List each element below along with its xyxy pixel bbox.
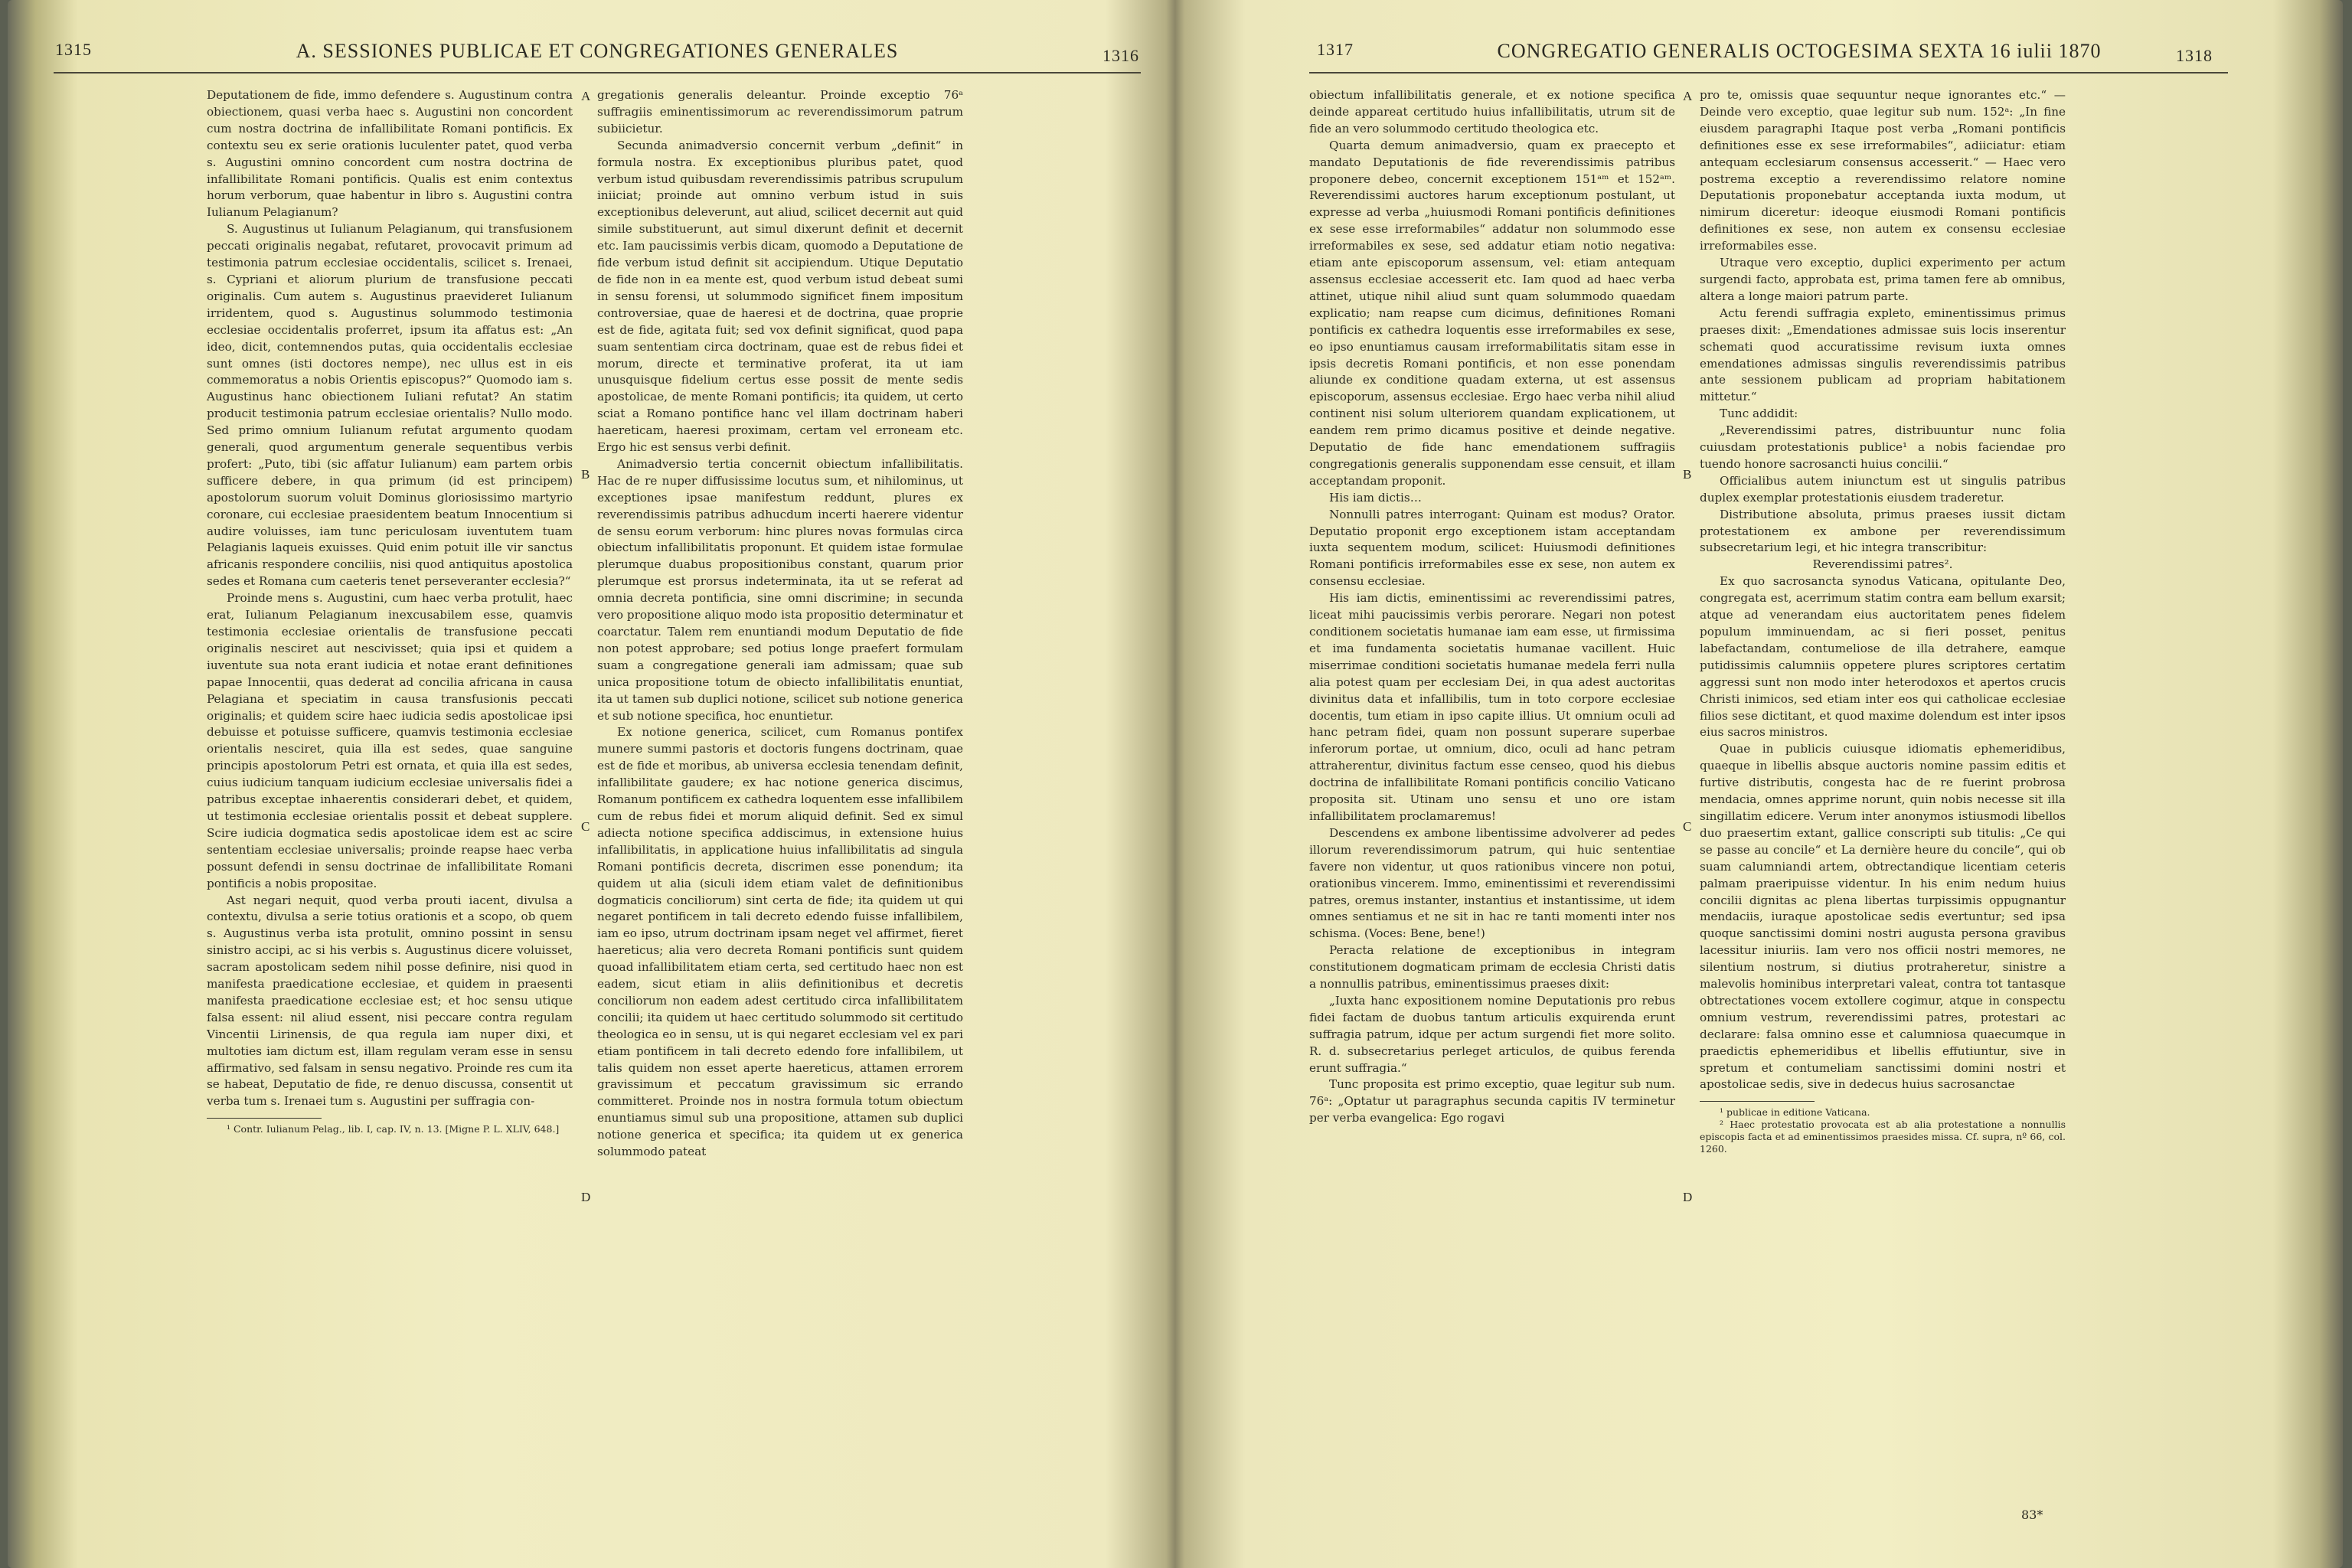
- paragraph: Utraque vero exceptio, duplici experimento per actum surgendi facto, approbata est, prima tamen fere ab omnibus, altera a longe maiori patrum parte.: [1700, 256, 2066, 303]
- margin-letter: D: [1683, 1190, 1693, 1204]
- page-number: 1316: [1102, 46, 1139, 65]
- paragraph: His iam dictis…: [1329, 490, 1422, 505]
- right-page: [1210, 0, 2328, 1568]
- paragraph: Tunc addidit:: [1720, 407, 1798, 421]
- column-right: [1700, 87, 2066, 1155]
- paragraph: Deputationem de fide, immo defendere s. Augustinum contra obiectionem, quasi verba haec s. Augustini non concordent cum nostra doctrina de infallibilitate Romani pontificis. Ex contextu seu ex serie orationis luculenter patet, quod verba s. Augustini omnino concordent cum nostra doctrina de infallibilitate Romani pontificis. Qualis est enim contextus horum verborum, quae habentur in libro s. Augustini contra Iulianum Pelagianum?: [207, 88, 573, 220]
- paragraph: Proinde mens s. Augustini, cum haec verba protulit, haec erat, Iulianum Pelagianum inexcusabilem esse, quamvis testimonia ecclesiae orientalis de transfusione peccati originalis nesciret aut nescivisset; quia ipsi et quidem a iuventute sua nota erant iudicia et notae erant definitiones papae Innocentii, quas dederat ad concilia africana in causa Pelagiana et speciatim in causa transfusionis peccati originalis; et quidem scire haec iudicia sedis apostolicae ipsi debuisse et potuisse sufficere, quamvis testimonia ecclesiae orientalis nesciret, quia illa est sedes, quae sanguine principis apostolorum Petri est ornata, et quia illa est sedes, cuius iudicium tanquam iudicium ecclesiae universalis fidei a patribus exceptae inhaerentis considerari debet, et quidem, ut testimonia ecclesiae orientalis possit et debeat supplere. Scire iudicia dogmatica sedis apostolicae idem est ac scire sententiam ecclesiae universalis; proinde reapse haec verba possunt defendi in sensu doctrinae de infallibilitate Romani pontificis a nobis propositae.: [207, 591, 573, 890]
- paragraph: Actu ferendi suffragia expleto, eminentissimus primus praeses dixit: „Emendationes admissae suis locis inserentur schemati quod accuratissime revisum iuxta omnes emendationes admissas singulis reverendissimis patribus ante sessionem publicam ad propriam habitationem mittetur.“: [1700, 305, 2066, 404]
- paragraph: Descendens ex ambone libentissime advolverer ad pedes illorum reverendissimorum patrum, qui huic sententiae favere non videntur, ut quos rationibus vincere non potui, orationibus vincerem. Immo, eminentissimi et reverendissimi patres, oremus instanter, instantius et instantissime, ut idem omnes sentiamus et ne sit in hac re tanti momenti inter nos schisma. (Voces: Bene, bene!): [1309, 825, 1675, 941]
- paragraph: Ex notione generica, scilicet, cum Romanus pontifex munere summi pastoris et doctoris fungens doctrinam, quae est de fide et moribus, ab universa ecclesia tenendam definit, infallibilitate gaudere; ex hac notione generica discimus, Romanum pontificem ex cathedra loquentem esse infallibilem cum de rebus fidei et morum aliquid definit. Sed ex simul adiecta notione specifica addiscimus, in extensione huius infallibilitatis, in applicatione huius infallibilitatis ad singula Romani pontificis decreta, discrimen esse ponendum; ita quidem ut alia (siculi idem etiam valet de definitionibus dogmaticis conciliorum) sint certa de fide; ita quidem ut qui negaret pontificem in tali decreto edendo fuisse infallibilem, iam eo ipso, utrum doctrinam ipsam neget vel affirmet, fieret haereticus; alia vero decreta Romani pontificis sunt quidem quoad infallibilitatem etiam certa, sed certitudo haec non est eadem, sicut etiam in aliis definitionibus et decretis conciliorum non eadem adest certitudo circa infallibilitatem concilii; ita quidem ut haec certitudo solummodo sit certitudo theologica eo in sensu, ut is qui negaret ecclesiam vel ex pari etiam pontificem in tali decreto edendo fore infallibilem, ut talis quidem non esset aperte haereticus, attamen errorem gravissimum et peccatum gravissimum sic errando committeret. Proinde nos in nostra formula totum obiectum enuntiamus simul sub una propositione, attamen sub duplici notione generica et specifica; ita quidem ut ex generica solummodo pateat: [597, 725, 963, 1159]
- running-title: CONGREGATIO GENERALIS OCTOGESIMA SEXTA 16 iulii 1870: [1497, 40, 2102, 62]
- paragraph: „Reverendissimi patres, distribuuntur nunc folia cuiusdam protestationis publice¹ a nobis faciendae pro tuendo honore sacrosancti huius concilii.“: [1700, 423, 2066, 471]
- paragraph: Reverendissimi patres².: [1812, 557, 1953, 572]
- header-rule: [1309, 72, 2228, 74]
- margin-letter: B: [581, 467, 590, 482]
- margin-letter: A: [581, 89, 591, 103]
- paragraph: Secunda animadversio concernit verbum „definit“ in formula nostra. Ex exceptionibus pluribus patet, quod verbum istud quibusdam reverendissimis patribus scrupulum iniiciat; proinde aut omnino verbum istud in suis exceptionibus deleverunt, aut aliud, scilicet decernit aut quid simile substituerunt, aut simul dixerunt definit et decernit etc. Iam paucissimis verbis dicam, quomodo a Deputatione de fide verbum istud definit sit accipiendum. Utique Deputatio de fide non in ea mente est, quod verbum istud debeat sumi in sensu forensi, ut solummodo significet finem impositum controversiae, quae de haeresi et de doctrina, quae proprie est de fide, agitata fuit; sed vox definit significat, quod papa suam sententiam circa doctrinam, quae est de rebus fidei et morum, directe et terminative proferat, ita ut iam unusquisque fidelium certus esse possit de mente sedis apostolicae, de mente Romani pontificis; ita quidem, ut certo sciat a Romano pontifice hanc vel illam doctrinam haberi haereticam, haeresi proximam, certam vel erroneam etc. Ergo hic est sensus verbi definit.: [597, 138, 964, 455]
- margin-letter: D: [581, 1190, 591, 1204]
- running-title: A. SESSIONES PUBLICAE ET CONGREGATIONES GENERALES: [296, 40, 899, 62]
- paragraph: Animadversio tertia concernit obiectum infallibilitatis. Hac de re nuper diffusissime locutus sum, et nihilominus, ut exceptiones ipsae manifestum reddunt, plures ex reverendissimis patribus adhucdum incerti haerere videntur de sensu eorum verborum: hinc plures novas formulas circa obiectum infallibilitatis proponunt. Et quidem istae formulae plerumque duabus propositionibus constant, quarum prior plerumque est prorsus indeterminata, ita ut se referat ad omnia decreta pontificia, sine omni discrimine; in secunda vero propositione aliquo modo ista propositio determinatur et coarctatur. Talem rem enuntiandi modum Deputatio de fide non potest approbare; sed potius longe praefert formulam suam a congregatione generali iam admissam; quae sub unica propositione totum de obiecto infallibilitatis enuntiat, ita ut tamen sub duplici notione, scilicet sub notione generica et sub notione specifica, hoc enuntietur.: [597, 456, 963, 723]
- footnote: ¹ Contr. Iulianum Pelag., lib. I, cap. IV, n. 13. [Migne P. L. XLIV, 648.]: [227, 1123, 560, 1135]
- sheet-mark: 83*: [2021, 1508, 2043, 1522]
- page-number: 1315: [55, 40, 92, 59]
- running-head: [38, 40, 1156, 70]
- paragraph: Peracta relatione de exceptionibus in integram constitutionem dogmaticam primam de ecclesia Christi datis a nonnullis patribus, eminentissimus praeses dixit:: [1309, 943, 1675, 991]
- paragraph: Nonnulli patres interrogant: Quinam est modus? Orator. Deputatio proponit ergo exceptionem istam acceptandam iuxta sequentem modum, scilicet: Huiusmodi definitiones Romani pontificis irreformabiles esse ex sese, non autem ex consensu ecclesiae.: [1309, 507, 1675, 589]
- paragraph: Tunc proposita est primo exceptio, quae legitur sub num. 76ᵃ: „Optatur ut paragraphus secunda capitis IV terminetur per verba evangelica: Ego rogavi: [1309, 1077, 1675, 1125]
- paragraph: Quae in publicis cuiusque idiomatis ephemeridibus, quaeque in libellis absque auctoris nomine passim editis et furtive distributis, congesta hac de re fuerint probrosa mendacia, omnes apprime norunt, quin nobis necesse sit illa singillatim edicere. Verum inter anonymos istiusmodi libellos duo praesertim extant, gallice conscripti sub titulis: „Ce qui se passe au concile“ et La dernière heure du concile“, qui ob suam calumniandi artem, obtrectandique licentiam ceteris palmam praeripuisse videntur. In his enim nedum huius concilii dignitas ac plena libertas turpissimis oppugnantur mendaciis, iuraque apostolicae sedis evertuntur; sed ipsa quoque sanctissimi domini nostri augusta persona gravibus lacessitur iniuriis. Iam vero nos officii nostri memores, ne silentium nostrum, si diutius protraheretur, sinistre a malevolis hominibus interpretari valeat, contra tot tantasque obtrectationes vocem extollere cogimur, atque in conspectu omnium vestrum, reverendissimi patres, protestari ac declarare: falsa omnino esse et calumniosa quaecumque in praedictis ephemeridibus et libellis effutiuntur, sive in spretum et contumeliam sanctissimi domini nostri et apostolicae sedis, sive in dedecus huius sacrosanctae: [1700, 742, 2066, 1092]
- paragraph: S. Augustinus ut Iulianum Pelagianum, qui transfusionem peccati originalis negabat, refutaret, provocavit primum ad testimonia patrum ecclesiae occidentalis, scilicet s. Irenaei, s. Cypriani et aliorum plurium de transfusione peccati originalis. Cum autem s. Augustinus praevideret Iulianum irridentem, quod s. Augustinus solummodo testimonia ecclesiae occidentalis proferret, ipsum ita affatus est: „An ideo, dicit, contemnendos putas, quia occidentalis ecclesiae sunt omnes (isti doctores nempe), nec ullus est in eis commemoratus a nobis Orientis episcopus?“ Quomodo iam s. Augustinus hanc obiectionem Iuliani refutat? An statim producit testimonia patrum ecclesiae orientalis? Nullo modo. Sed primo omnium Iulianum refutat argumento quodam generali, quod argumentum generale sequentibus verbis profert: „Puto, tibi (sic affatur Iulianum) eam partem orbis sufficere debere, in qua primum (id est principem) apostolorum suorum voluit Dominus gloriosissimo martyrio coronare, cui ecclesiae praesidentem beatum Innocentium si audire voluisses, iam tunc periculosam iuventutem tuam Pelagianis laqueis exuisses. Quid enim potuit ille vir sanctus africanis respondere conciliis, nisi quod antiquitus apostolica sedes et Romana cum caeteris tenet perseveranter ecclesia?“: [207, 222, 573, 589]
- paragraph: obiectum infallibilitatis generale, et ex notione specifica deinde appareat certitudo huius infallibilitatis, utrum sit de fide an vero solummodo certitudo theologica etc.: [1309, 88, 1675, 136]
- left-page: [38, 0, 1156, 1568]
- margin-letter: A: [1683, 89, 1693, 103]
- footnote: ² Haec protestatio provocata est ab alia protestatione a nonnullis episcopis facta et ad eminentissimos praesides missa. Cf. supra, nº 66, col. 1260.: [1700, 1119, 2066, 1155]
- page-number: 1317: [1317, 40, 1354, 59]
- column-left: [1309, 87, 1675, 1127]
- paragraph: gregationis generalis deleantur. Proinde exceptio 76ᵃ suffragiis eminentissimorum ac reverendissimorum patrum subiicietur.: [597, 88, 963, 136]
- open-book: [8, 0, 2343, 1568]
- margin-letter: C: [1683, 819, 1692, 834]
- footnote-rule: [1700, 1101, 1815, 1102]
- column-right: [597, 87, 963, 1161]
- page-number: 1318: [2176, 46, 2213, 65]
- paragraph: Ast negari nequit, quod verba prouti iacent, divulsa a contextu, divulsa a serie totius orationis et a scopo, ob quem s. Augustinus verba ista protulit, omnino possint in sensu sinistro accipi, ac si his verbis s. Augustinus dicere voluisset, sacram apostolicam sedem nihil posse definire, nisi quod in manifesta praedicatione ecclesiae, et quidem in praesenti manifesta praedicatione ecclesiae est; et hoc sensu utique falsa essent: nil aliud essent, nisi peccare contra regulam Vincentii Lirinensis, de qua regula iam nuper dixi, et multoties iam dictum est, illam regulam veram esse in sensu affirmativo, sed falsam in sensu negativo. Proinde res cum ita se habeat, Deputatio de fide, re denuo discussa, consentit ut verba tum s. Irenaei tum s. Augustini per suffragia con-: [207, 893, 573, 1109]
- header-rule: [54, 72, 1141, 74]
- running-head: [1210, 40, 2328, 70]
- footnote-rule: [207, 1118, 322, 1119]
- paragraph: „Iuxta hanc expositionem nomine Deputationis pro rebus fidei factam de duobus tantum articulis exquirenda erunt suffragia patrum, idque per actum surgendi fiet more solito. R. d. subsecretarius perleget articulos, de quibus ferenda erunt suffragia.“: [1309, 993, 1675, 1075]
- margin-letter: C: [581, 819, 590, 834]
- margin-letter: B: [1683, 467, 1692, 482]
- column-left: [207, 87, 573, 1135]
- paragraph: His iam dictis, eminentissimi ac reverendissimi patres, liceat mihi paucissimis verbis perorare. Negari non potest conditionem societatis humanae iam eam esse, ut firmissima et ima fundamenta societatis humanae vacillent. Huic miserrimae conditioni societatis humanae medela ferri nulla alia potest quam per ecclesiam Dei, in qua adest auctoritas divinitus data et infallibilis, tum in toto corpore ecclesiae docentis, tum etiam in ipso capite illius. Ut omnium oculi ad hanc petram fidei, quam non possunt superare superbae inferorum portae, ut omnium, dico, oculi ad hanc petram attraherentur, divinitus factum esse censeo, quod his diebus doctrina de infallibilitate Romani pontificis concilio Vaticano proposita sit. Utinam uno sensu et uno ore istam infallibilitatem proclamaremus!: [1309, 591, 1675, 823]
- paragraph: Ex quo sacrosancta synodus Vaticana, opitulante Deo, congregata est, acerrimum statim contra eam bellum exarsit; atque ad venerandam eius auctoritatem penes fidelem populum imminuendam, ac si fieri posset, penitus labefactandam, contumeliose de illa detrahere, eamque putidissimis calumniis oppetere plures scriptores certatim aggressi sunt non modo inter heterodoxos et apertos crucis Christi inimicos, sed etiam inter eos qui catholicae ecclesiae filios sese dictitant, et quod maxime dolendum est inter ipsos eius sacros ministros.: [1700, 574, 2066, 740]
- paragraph: Officialibus autem iniunctum est ut singulis patribus duplex exemplar protestationis eiusdem traderetur.: [1700, 473, 2066, 505]
- paragraph: pro te, omissis quae sequuntur neque ignorantes etc.“ — Deinde vero exceptio, quae legitur sub num. 152ᵃ: „In fine eiusdem paragraphi Itaque post verba „Romani pontificis definitiones esse ex sese irreformabiles“, adiiciatur: etiam antequam ecclesiarum consensus accesserit.“ — Haec vero postrema exceptio a reverendissimo relatore nomine Deputationis proponebatur acceptanda iuxta modum, ut nimirum diceretur: ideoque eiusmodi Romani pontificis definitiones ex sese, non autem ex consensu ecclesiae irreformabiles esse.: [1700, 88, 2066, 253]
- paragraph: Distributione absoluta, primus praeses iussit dictam protestationem ex ambone per reverendissimum subsecretarium legi, et hic integra transcribitur:: [1700, 507, 2066, 555]
- paragraph: Quarta demum animadversio, quam ex praecepto et mandato Deputationis de fide reverendissimis patribus proponere debeo, concernit exceptionem 151ᵃᵐ et 152ᵃᵐ. Reverendissimi auctores harum exceptionum postulant, ut expresse ad verba „huiusmodi Romani pontificis definitiones ex sese esse irreformabiles“ addatur non solummodo esse irreformabiles ex sese, sed addatur etiam notio negativa: etiam ante episcoporum assensum, vel: etiam antequam assensus ecclesiae accesserit etc. Iam quod ad haec verba attinet, utique nihil aliud sunt quam solummodo quaedam explicatio; nam reapse cum dicimus, definitiones Romani pontificis ex cathedra loquentis esse irreformabiles ex sese, eo ipso enuntiamus causam irreformabilitatis sitam esse in ipsis decretis Romani pontificis, et non esse ponendam aliunde ex conditione quadam externa, ut est assensus episcoporum, assensus ecclesiae. Ergo haec verba nihil aliud continent nisi solum ulteriorem quandam explicationem, ut eandem rem primo dicamus positive et deinde negative. Deputatio de fide hanc emendationem suffragiis congregationis generalis supponendam esse censuit, et illam acceptandam proponit.: [1309, 138, 1675, 488]
- footnote: ¹ publicae in editione Vaticana.: [1720, 1106, 1870, 1119]
